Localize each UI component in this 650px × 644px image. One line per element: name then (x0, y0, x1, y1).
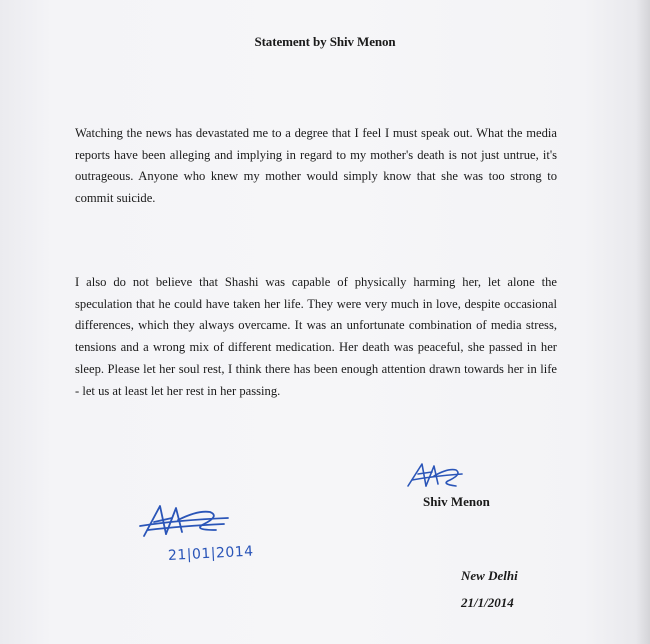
signatory-name: Shiv Menon (423, 494, 490, 509)
signature-mark-top (404, 456, 466, 492)
signature-mark-handwritten (138, 496, 230, 544)
handwritten-date: 21|01|2014 (167, 543, 255, 564)
paragraph-1: Watching the news has devastated me to a degree that I feel I must speak out. What the media reports have been alleging and implying in regard to my mother's death is not just untrue, it's outrageous. Anyone who knew my mother would simply know that she was too strong to commit suicide. (75, 126, 557, 206)
date-label: 21/1/2014 (461, 595, 514, 610)
page-edge-shadow (636, 0, 650, 644)
place-label: New Delhi (461, 568, 518, 583)
document-title: Statement by Shiv Menon (254, 34, 396, 49)
paragraph-2: I also do not believe that Shashi was capable of physically harming her, let alone the speculation that he could have taken her life. They were very much in love, despite occasional differences, which they always overcame. It was an unfortunate combination of media stress, tensions and a wrong mix of different medication. Her death was peaceful, she passed in her sleep. Please let her soul rest, I think there has been enough attention drawn towards her in life - let us at least let her rest in her passing. (75, 275, 557, 398)
